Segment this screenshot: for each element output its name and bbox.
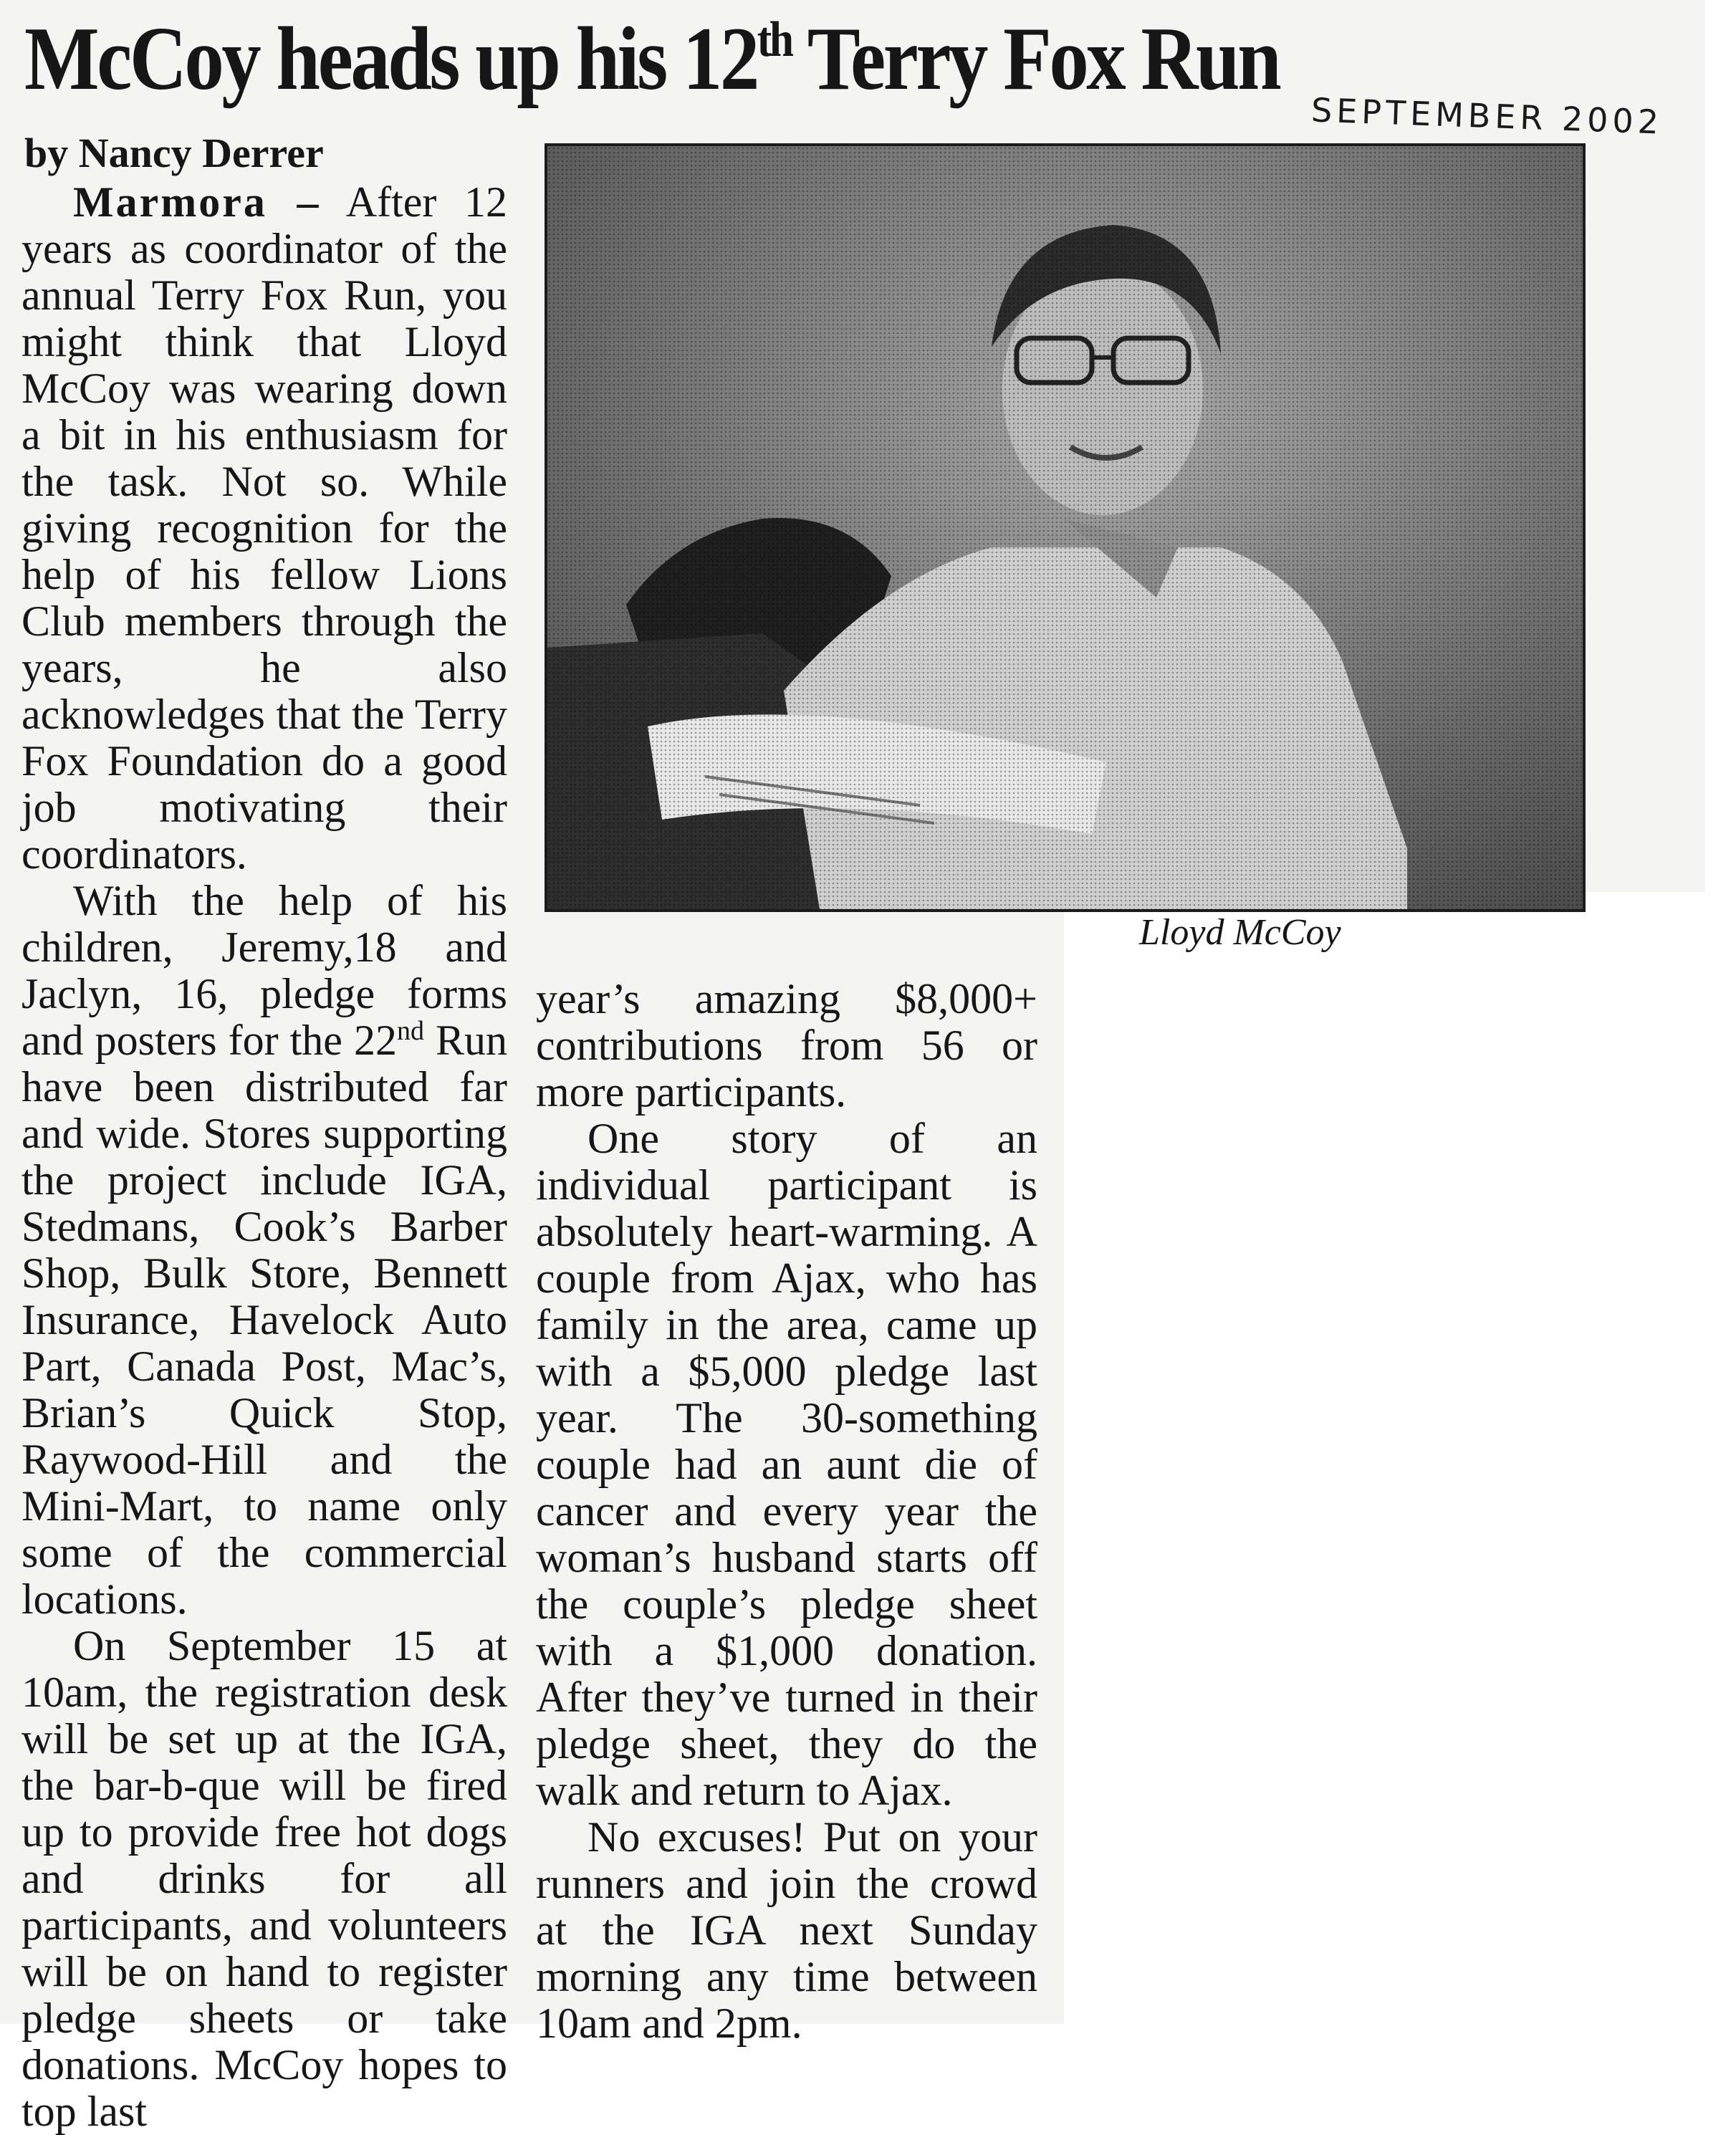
- article-paragraph-3: On September 15 at 10am, the registration desk will be set up at the IGA, the bar-b-que will be fired up to provide free hot dogs and drinks for all participants, and volunteers will be on hand to register pledge sheets or take donations. McCoy hopes to top last: [21, 1622, 507, 2135]
- photo-image: [547, 146, 1583, 909]
- headline-rest: Terry Fox Run: [791, 9, 1280, 109]
- headline-superscript: th: [757, 12, 792, 67]
- article-paragraph-2: [21, 878, 507, 1623]
- article-paragraph-6: No excuses! Put on your runners and join the crowd at the IGA next Sunday morning any time between 10am and 2pm.: [536, 1813, 1037, 2047]
- article-column-2: [536, 976, 1037, 2047]
- headline: [24, 6, 1474, 113]
- paragraph-2-superscript: nd: [396, 1016, 424, 1046]
- dateline: Marmora –: [73, 178, 321, 226]
- paragraph-2-text-b: Run have been distributed far and wide. Stores supporting the project include IGA, Stedmans, Cook’s Barber Shop, Bulk Store, Bennett Insurance, Havelock Auto Part, Canada Post, Mac’s, Brian’s Quick Stop, Raywood-Hill and the Mini-Mart, to name only some of the commercial locations.: [21, 1017, 507, 1623]
- handwritten-date: SEPTEMBER 2002: [1310, 90, 1664, 142]
- blank-paper-area: [1064, 892, 1736, 2035]
- article-paragraph-4: year’s amazing $8,000+ contributions from 56 or more participants.: [536, 975, 1037, 1116]
- paragraph-2-text-a: With the help of his children, Jeremy,18 and Jaclyn, 16, pledge forms and posters for the 22: [21, 877, 507, 1064]
- article-paragraph-5: One story of an individual participant is absolutely heart-warming. A couple from Ajax, who has family in the area, came up with a $5,000 pledge last year. The 30-something couple had an aunt die of cancer and every year the woman’s husband starts off the couple’s pledge sheet with a $1,000 donation. After they’ve turned in their pledge sheet, they do the walk and return to Ajax.: [536, 1115, 1037, 1814]
- byline: by Nancy Derrer: [24, 130, 324, 176]
- headline-main: McCoy heads up his 12: [24, 9, 757, 109]
- article-column-1: [21, 179, 507, 2135]
- portrait-photo: [545, 143, 1586, 912]
- photo-caption: Lloyd McCoy: [1139, 912, 1341, 953]
- page-margin: [1705, 0, 1736, 2035]
- paragraph-1-text: After 12 years as coordinator of the annual Terry Fox Run, you might think that Lloyd McCoy was wearing down a bit in his enthusiasm for the task. Not so. While giving recognition for the help of his fellow Lions Club members through the years, he also acknowledges that the Terry Fox Foundation do a good job motivating their coordinators.: [21, 178, 507, 878]
- article-paragraph-1: [21, 179, 507, 878]
